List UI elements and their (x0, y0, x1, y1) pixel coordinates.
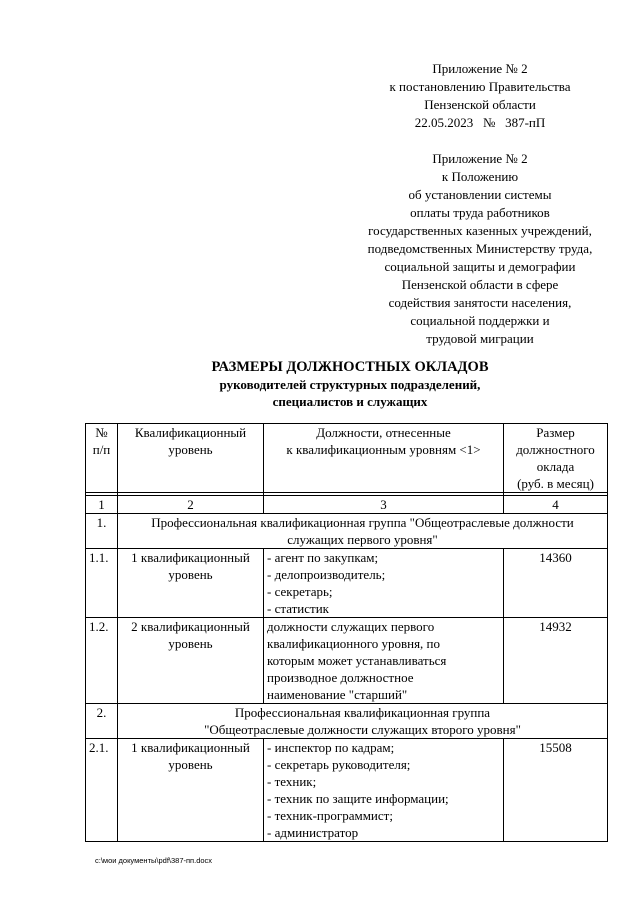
position-item: - секретарь; (267, 584, 333, 599)
appendix-line: социальной поддержки и (410, 313, 550, 328)
group-row (86, 704, 608, 739)
appendix-line: об установлении системы (408, 187, 552, 202)
table-row (86, 549, 608, 618)
column-number-row (86, 496, 608, 514)
table-header-row (86, 424, 608, 493)
appendix-line: Приложение № 2 (432, 61, 528, 76)
level-line: 1 квалификационный (131, 740, 250, 755)
appendix-line: содействия занятости населения, (388, 295, 572, 310)
row-number: 1.2. (86, 618, 118, 704)
level-line: уровень (168, 636, 213, 651)
level-line: уровень (168, 757, 213, 772)
appendix-line: Пензенской области в сфере (401, 277, 559, 292)
column-number: 4 (504, 496, 608, 514)
appendix-line: к Положению (441, 169, 519, 184)
table-row (86, 739, 608, 842)
header-text: к квалификационным уровням <1> (286, 442, 481, 457)
group-title (118, 704, 608, 739)
appendix-line: трудовой миграции (426, 331, 534, 346)
salary-value: 14932 (504, 618, 608, 704)
header-text: Должности, отнесенные (316, 425, 451, 440)
header-text: Квалификационный (134, 425, 247, 440)
position-item: квалификационного уровня, по (267, 636, 440, 651)
title-main: РАЗМЕРЫ ДОЛЖНОСТНЫХ ОКЛАДОВ (211, 359, 489, 375)
position-item: производное должностное (267, 670, 414, 685)
position-item: - техник-программист; (267, 808, 393, 823)
header-salary (504, 424, 608, 493)
header-text: оклада (536, 459, 575, 474)
header-text: Размер (536, 425, 575, 440)
header-level (118, 424, 264, 493)
header-text: (руб. в месяц) (517, 476, 594, 491)
group-number: 2. (86, 704, 118, 739)
positions-list (264, 739, 504, 842)
position-item: должности служащих первого (267, 619, 435, 634)
appendix-line: Пензенской области (424, 97, 536, 112)
positions-list (264, 549, 504, 618)
group-row (86, 514, 608, 549)
salary-table (85, 423, 608, 842)
column-number: 3 (264, 496, 504, 514)
salary-value: 15508 (504, 739, 608, 842)
column-number: 2 (118, 496, 264, 514)
appendix-block (330, 60, 630, 348)
position-item: наименование "старший" (267, 687, 408, 702)
appendix-line: социальной защиты и демографии (384, 259, 576, 274)
qualification-level (118, 739, 264, 842)
position-item: - администратор (267, 825, 359, 840)
row-number: 2.1. (86, 739, 118, 842)
group-title-line: "Общеотраслевые должности служащих второго уровня" (204, 722, 521, 737)
header-text: уровень (168, 442, 213, 457)
header-num (86, 424, 118, 493)
header-text: должностного (516, 442, 595, 457)
group-title-line: Профессиональная квалификационная группа "Общеотраслевые должности (151, 515, 574, 530)
qualification-level (118, 549, 264, 618)
appendix-line: к постановлению Правительства (389, 79, 571, 94)
header-text: п/п (92, 442, 111, 457)
group-title-line: Профессиональная квалификационная группа (234, 705, 491, 720)
table-row (86, 618, 608, 704)
title-sub: руководителей структурных подразделений, (219, 377, 481, 392)
position-item: - техник по защите информации; (267, 791, 449, 806)
title-sub: специалистов и служащих (272, 394, 428, 409)
group-title-line: служащих первого уровня" (287, 532, 438, 547)
appendix-line: подведомственных Министерству труда, (367, 241, 593, 256)
appendix-date-number: 22.05.2023 № 387-пП (414, 115, 546, 130)
position-item: - инспектор по кадрам; (267, 740, 395, 755)
level-line: уровень (168, 567, 213, 582)
appendix-line: Приложение № 2 (432, 151, 528, 166)
group-title (118, 514, 608, 549)
header-positions (264, 424, 504, 493)
position-item: - агент по закупкам; (267, 550, 379, 565)
level-line: 2 квалификационный (131, 619, 250, 634)
qualification-level (118, 618, 264, 704)
position-item: - делопроизводитель; (267, 567, 386, 582)
appendix-line: государственных казенных учреждений, (368, 223, 592, 238)
position-item: - секретарь руководителя; (267, 757, 411, 772)
position-item: - техник; (267, 774, 317, 789)
position-item: которым может устанавливаться (267, 653, 447, 668)
file-path-footer: c:\мои документы\pdf\387-пп.docx (95, 856, 213, 865)
positions-list (264, 618, 504, 704)
appendix-line: оплаты труда работников (410, 205, 550, 220)
column-number: 1 (86, 496, 118, 514)
group-number: 1. (86, 514, 118, 549)
salary-value: 14360 (504, 549, 608, 618)
position-item: - статистик (267, 601, 329, 616)
document-title (150, 358, 550, 410)
header-text: № (95, 425, 108, 440)
row-number: 1.1. (86, 549, 118, 618)
level-line: 1 квалификационный (131, 550, 250, 565)
